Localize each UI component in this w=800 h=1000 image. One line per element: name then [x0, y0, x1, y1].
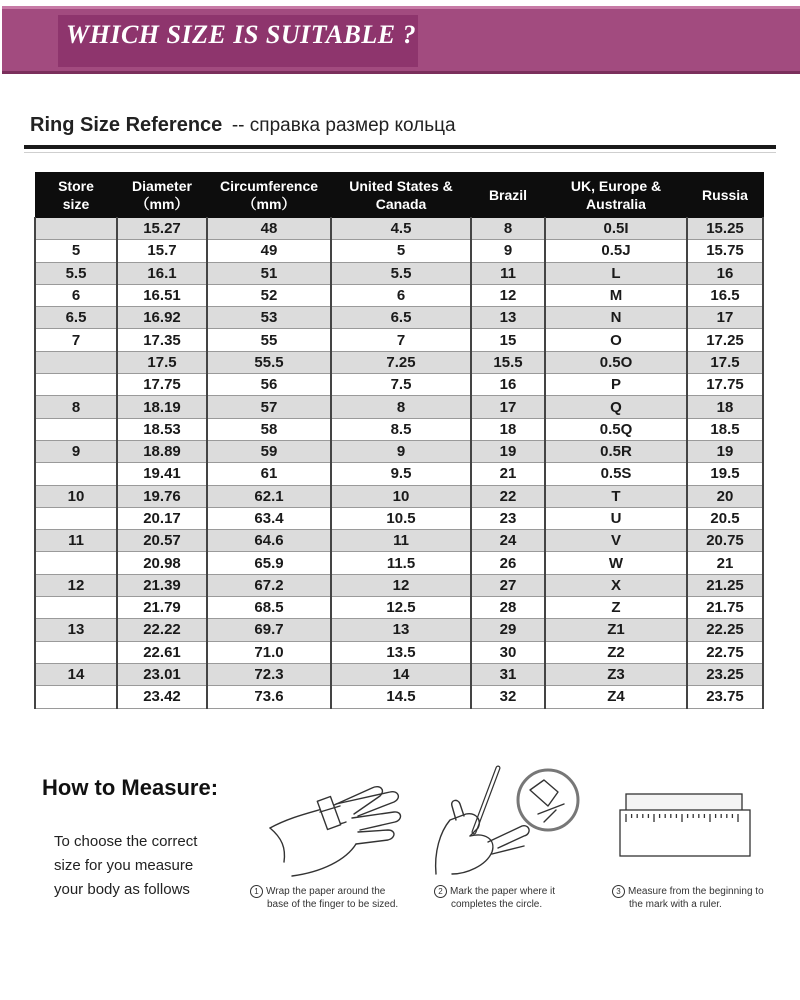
table-cell: 15.7: [117, 240, 207, 262]
table-cell: 21: [687, 552, 763, 574]
table-cell: 73.6: [207, 686, 331, 708]
table-cell: 18.5: [687, 418, 763, 440]
table-cell: 15.75: [687, 240, 763, 262]
table-cell: [35, 597, 117, 619]
table-header-row: [35, 173, 763, 218]
table-body: [35, 218, 763, 709]
table-cell: 10.5: [331, 507, 471, 529]
table-cell: 5.5: [331, 262, 471, 284]
table-cell: 12: [35, 574, 117, 596]
table-cell: 20.57: [117, 530, 207, 552]
table-cell: 19: [687, 440, 763, 462]
table-row: [35, 351, 763, 373]
column-header-line: Canada: [375, 196, 427, 212]
table-cell: 8: [471, 218, 545, 240]
table-row: [35, 641, 763, 663]
table-cell: 22.75: [687, 641, 763, 663]
table-cell: 20.17: [117, 507, 207, 529]
table-row: [35, 440, 763, 462]
table-cell: 0.5I: [545, 218, 687, 240]
column-header: [687, 173, 763, 218]
table-cell: 9.5: [331, 463, 471, 485]
table-cell: 19.76: [117, 485, 207, 507]
table-cell: 14: [35, 663, 117, 685]
column-header-line: Russia: [702, 187, 748, 203]
table-cell: 21: [471, 463, 545, 485]
table-cell: 17.75: [687, 374, 763, 396]
table-row: [35, 262, 763, 284]
column-header-line: UK, Europe &: [570, 178, 662, 194]
table-cell: 6: [331, 284, 471, 306]
step-line: Mark the paper where it: [450, 886, 556, 898]
table-cell: 10: [331, 485, 471, 507]
column-header: [545, 173, 687, 218]
table-cell: 22.61: [117, 641, 207, 663]
table-cell: 6: [35, 284, 117, 306]
table-cell: 7: [331, 329, 471, 351]
how-to-measure-text: [54, 830, 254, 902]
table-cell: 5: [35, 240, 117, 262]
table-row: [35, 307, 763, 329]
how-to-measure-title: How to Measure:: [42, 775, 219, 800]
step-2-caption: [434, 885, 555, 911]
step-number: 2: [434, 885, 447, 898]
table-cell: 8: [331, 396, 471, 418]
table-row: [35, 530, 763, 552]
table-cell: 13: [35, 619, 117, 641]
table-cell: 16: [687, 262, 763, 284]
table-cell: 23: [471, 507, 545, 529]
table-cell: 22: [471, 485, 545, 507]
ruler-icon: [612, 788, 752, 860]
table-cell: 0.5S: [545, 463, 687, 485]
column-header: [35, 173, 117, 218]
step-number: 1: [250, 885, 263, 898]
table-row: [35, 663, 763, 685]
table-cell: [35, 463, 117, 485]
table-row: [35, 329, 763, 351]
table-cell: 24: [471, 530, 545, 552]
table-cell: 21.75: [687, 597, 763, 619]
table-cell: 29: [471, 619, 545, 641]
table-cell: 23.42: [117, 686, 207, 708]
table-cell: 64.6: [207, 530, 331, 552]
column-header: [331, 173, 471, 218]
table-cell: 0.5Q: [545, 418, 687, 440]
table-row: [35, 485, 763, 507]
table-cell: 13: [471, 307, 545, 329]
column-header: [117, 173, 207, 218]
table-cell: 19: [471, 440, 545, 462]
table-cell: 26: [471, 552, 545, 574]
table-cell: 16.5: [687, 284, 763, 306]
table-cell: 8.5: [331, 418, 471, 440]
table-cell: 17.35: [117, 329, 207, 351]
column-header-line: （mm）: [242, 196, 296, 212]
table-cell: [35, 351, 117, 373]
table-cell: 57: [207, 396, 331, 418]
table-row: [35, 463, 763, 485]
table-cell: 23.01: [117, 663, 207, 685]
table-cell: 11: [331, 530, 471, 552]
table-cell: Z2: [545, 641, 687, 663]
table-cell: 52: [207, 284, 331, 306]
table-cell: 48: [207, 218, 331, 240]
ring-size-reference-title: [30, 114, 456, 137]
table-cell: 14.5: [331, 686, 471, 708]
table-cell: 5.5: [35, 262, 117, 284]
banner-title: WHICH SIZE IS SUITABLE ?: [66, 20, 417, 49]
table-cell: V: [545, 530, 687, 552]
table-cell: N: [545, 307, 687, 329]
table-cell: 7.5: [331, 374, 471, 396]
measure-text-line: size for you measure: [54, 857, 194, 874]
divider-thin: [24, 152, 776, 153]
table-cell: 32: [471, 686, 545, 708]
table-cell: [35, 218, 117, 240]
table-cell: 18.89: [117, 440, 207, 462]
header-banner: [0, 0, 800, 80]
table-row: [35, 552, 763, 574]
table-cell: 63.4: [207, 507, 331, 529]
table-cell: [35, 552, 117, 574]
table-cell: X: [545, 574, 687, 596]
table-cell: 0.5R: [545, 440, 687, 462]
table-row: [35, 284, 763, 306]
table-cell: 15: [471, 329, 545, 351]
table-row: [35, 507, 763, 529]
table-cell: 55: [207, 329, 331, 351]
table-cell: 11: [471, 262, 545, 284]
column-header: [471, 173, 545, 218]
table-cell: 7: [35, 329, 117, 351]
table-cell: 21.79: [117, 597, 207, 619]
table-cell: 31: [471, 663, 545, 685]
table-cell: 17.5: [687, 351, 763, 373]
table-cell: 19.5: [687, 463, 763, 485]
step-line: Wrap the paper around the: [266, 886, 386, 898]
table-cell: 16: [471, 374, 545, 396]
table-cell: T: [545, 485, 687, 507]
table-row: [35, 686, 763, 708]
table-cell: 20.98: [117, 552, 207, 574]
table-cell: 16.1: [117, 262, 207, 284]
table-cell: P: [545, 374, 687, 396]
table-row: [35, 396, 763, 418]
table-cell: 16.92: [117, 307, 207, 329]
table-cell: W: [545, 552, 687, 574]
table-cell: 30: [471, 641, 545, 663]
table-cell: 21.25: [687, 574, 763, 596]
column-header-line: United States &: [349, 178, 453, 194]
column-header: [207, 173, 331, 218]
step-line: Measure from the beginning to: [628, 886, 764, 898]
table-cell: O: [545, 329, 687, 351]
table-cell: 27: [471, 574, 545, 596]
table-cell: 8: [35, 396, 117, 418]
table-cell: 4.5: [331, 218, 471, 240]
table-cell: 67.2: [207, 574, 331, 596]
table-cell: 20.75: [687, 530, 763, 552]
column-header-line: （mm）: [135, 196, 189, 212]
table-cell: 5: [331, 240, 471, 262]
table-cell: 11.5: [331, 552, 471, 574]
table-cell: 28: [471, 597, 545, 619]
table-cell: 71.0: [207, 641, 331, 663]
column-header-line: Brazil: [488, 187, 528, 203]
table-cell: 17.5: [117, 351, 207, 373]
table-cell: 68.5: [207, 597, 331, 619]
table-cell: Z3: [545, 663, 687, 685]
table-cell: 51: [207, 262, 331, 284]
table-cell: Z1: [545, 619, 687, 641]
table-cell: 53: [207, 307, 331, 329]
pen-mark-icon: [426, 762, 586, 880]
measure-text-line: your body as follows: [54, 881, 190, 898]
table-cell: 15.25: [687, 218, 763, 240]
column-header-line: Store: [58, 178, 94, 194]
table-cell: 18: [687, 396, 763, 418]
table-cell: 49: [207, 240, 331, 262]
table-cell: 16.51: [117, 284, 207, 306]
table-cell: Q: [545, 396, 687, 418]
table-cell: 0.5J: [545, 240, 687, 262]
table-cell: 20.5: [687, 507, 763, 529]
table-row: [35, 619, 763, 641]
table-cell: 9: [35, 440, 117, 462]
table-cell: [35, 507, 117, 529]
table-cell: Z4: [545, 686, 687, 708]
table-cell: 20: [687, 485, 763, 507]
table-cell: 18.53: [117, 418, 207, 440]
table-cell: 13.5: [331, 641, 471, 663]
table-row: [35, 418, 763, 440]
reference-title: Ring Size Reference: [30, 114, 223, 136]
table-cell: [35, 374, 117, 396]
table-row: [35, 240, 763, 262]
step-1-caption: [250, 885, 398, 911]
table-cell: 13: [331, 619, 471, 641]
column-header-line: size: [62, 196, 90, 212]
table-cell: U: [545, 507, 687, 529]
table-cell: 59: [207, 440, 331, 462]
table-cell: 72.3: [207, 663, 331, 685]
table-cell: 12: [471, 284, 545, 306]
table-row: [35, 374, 763, 396]
step-line: base of the finger to be sized.: [267, 899, 399, 911]
table-cell: 6.5: [331, 307, 471, 329]
table-cell: 22.25: [687, 619, 763, 641]
table-cell: 17.75: [117, 374, 207, 396]
table-cell: 56: [207, 374, 331, 396]
column-header-line: Australia: [586, 196, 646, 212]
table-cell: Z: [545, 597, 687, 619]
table-row: [35, 574, 763, 596]
measure-text-line: To choose the correct: [54, 833, 198, 850]
table-cell: 14: [331, 663, 471, 685]
table-cell: L: [545, 262, 687, 284]
table-cell: 10: [35, 485, 117, 507]
table-cell: 65.9: [207, 552, 331, 574]
table-cell: 21.39: [117, 574, 207, 596]
table-cell: 9: [331, 440, 471, 462]
table-row: [35, 597, 763, 619]
table-cell: 18.19: [117, 396, 207, 418]
table-cell: 15.27: [117, 218, 207, 240]
table-cell: 0.5O: [545, 351, 687, 373]
table-cell: 6.5: [35, 307, 117, 329]
table-cell: 7.25: [331, 351, 471, 373]
table-cell: 55.5: [207, 351, 331, 373]
table-cell: 58: [207, 418, 331, 440]
table-cell: 12.5: [331, 597, 471, 619]
table-cell: [35, 686, 117, 708]
table-cell: 62.1: [207, 485, 331, 507]
divider: [24, 145, 776, 149]
reference-subtitle: -- справка размер кольца: [231, 115, 456, 136]
column-header-line: Circumference: [219, 178, 319, 194]
table-cell: 22.22: [117, 619, 207, 641]
table-cell: [35, 418, 117, 440]
table-cell: 19.41: [117, 463, 207, 485]
table-cell: 18: [471, 418, 545, 440]
step-3-caption: [612, 885, 764, 911]
table-cell: 23.75: [687, 686, 763, 708]
table-cell: 17: [471, 396, 545, 418]
column-header-line: Diameter: [132, 178, 192, 194]
table-cell: 69.7: [207, 619, 331, 641]
table-cell: 17: [687, 307, 763, 329]
table-cell: 23.25: [687, 663, 763, 685]
table-cell: 9: [471, 240, 545, 262]
ring-size-table: [34, 172, 764, 709]
table-cell: 61: [207, 463, 331, 485]
table-cell: 11: [35, 530, 117, 552]
table-row: [35, 218, 763, 240]
table-cell: [35, 641, 117, 663]
step-number: 3: [612, 885, 625, 898]
table-cell: 17.25: [687, 329, 763, 351]
table-cell: M: [545, 284, 687, 306]
step-line: completes the circle.: [451, 899, 543, 911]
hand-wrap-icon: [262, 768, 412, 880]
table-cell: 12: [331, 574, 471, 596]
step-line: the mark with a ruler.: [629, 899, 722, 911]
table-cell: 15.5: [471, 351, 545, 373]
